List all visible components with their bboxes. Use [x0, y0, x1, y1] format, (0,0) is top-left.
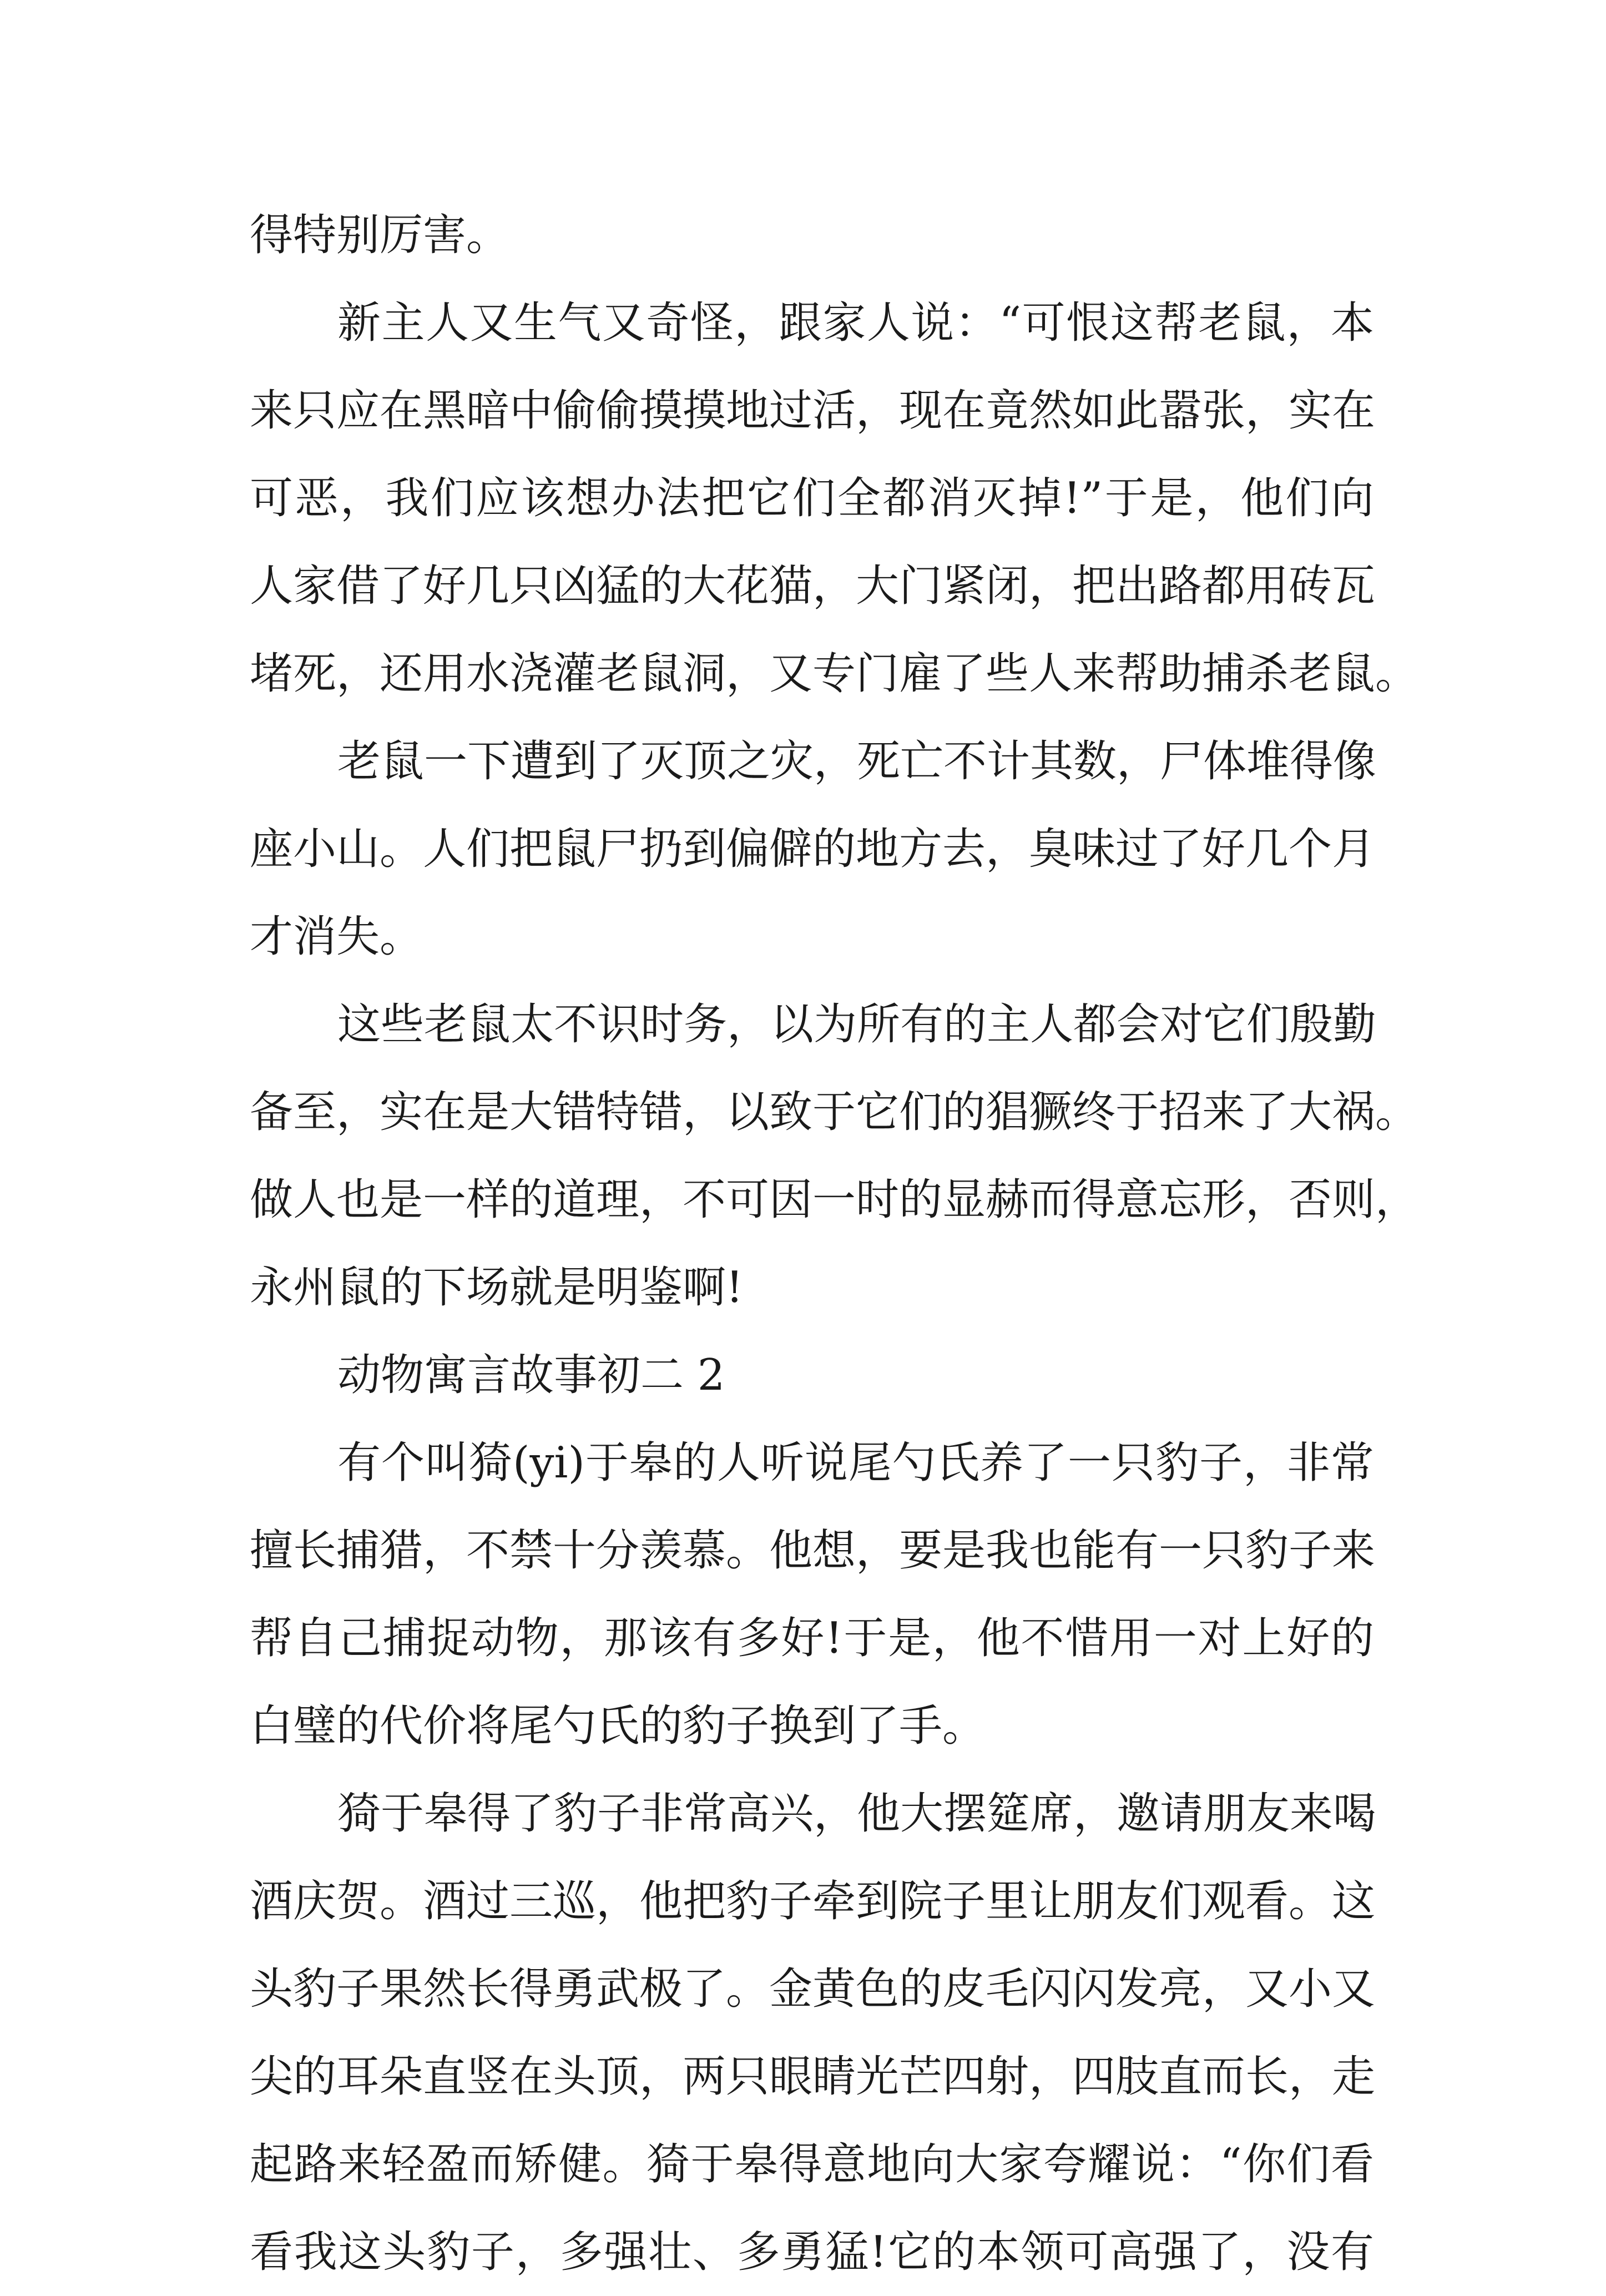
- text-line: 起路来轻盈而矫健。猗于皋得意地向大家夸耀说：“你们看: [250, 2139, 1374, 2189]
- text-line: 永州鼠的下场就是明鉴啊!: [250, 1263, 744, 1313]
- text-line: 来只应在黑暗中偷偷摸摸地过活，现在竟然如此嚣张，实在: [250, 386, 1376, 436]
- paragraph: [250, 718, 1377, 981]
- text-line: 帮自己捕捉动物，那该有多好!于是，他不惜用一对上好的: [250, 1613, 1374, 1663]
- text-line: 白璧的代价将尾勺氏的豹子换到了手。: [250, 1701, 986, 1751]
- text-line: 酒庆贺。酒过三巡，他把豹子牵到院子里让朋友们观看。这: [250, 1876, 1376, 1926]
- text-line: 做人也是一样的道理，不可因一时的显赫而得意忘形，否则，: [250, 1175, 1419, 1225]
- text-line: 这些老鼠太不识时务，以为所有的主人都会对它们殷勤: [337, 1000, 1377, 1049]
- paragraph: [250, 191, 1374, 279]
- paragraph: [250, 981, 1419, 1331]
- text-line: 座小山。人们把鼠尸扔到偏僻的地方去，臭味过了好几个月: [250, 824, 1376, 874]
- text-line: 得特别厉害。: [250, 210, 510, 260]
- text-line: 猗于皋得了豹子非常高兴，他大摆筵席，邀请朋友来喝: [337, 1789, 1377, 1839]
- paragraph: [250, 1770, 1377, 2296]
- text-line: 有个叫猗(yi)于皋的人听说尾勺氏养了一只豹子，非常: [337, 1438, 1374, 1488]
- text-line: 人家借了好几只凶猛的大花猫，大门紧闭，把出路都用砖瓦: [250, 561, 1376, 611]
- text-line: 头豹子果然长得勇武极了。金黄色的皮毛闪闪发亮，又小又: [250, 1964, 1376, 2014]
- paragraph: [250, 1419, 1374, 1770]
- document-page: [250, 191, 1419, 2296]
- text-line: 老鼠一下遭到了灭顶之灾，死亡不计其数，尸体堆得像: [337, 736, 1377, 786]
- section-heading: [250, 1331, 1374, 1419]
- text-line: 才消失。: [250, 912, 423, 962]
- text-line: 堵死，还用水浇灌老鼠洞，又专门雇了些人来帮助捕杀老鼠。: [250, 649, 1419, 699]
- text-line: 可恶，我们应该想办法把它们全都消灭掉!”于是，他们向: [250, 473, 1374, 523]
- text-line: 看我这头豹子，多强壮、多勇猛!它的本领可高强了，没有: [250, 2227, 1374, 2277]
- text-line: 新主人又生气又奇怪，跟家人说：“可恨这帮老鼠，本: [337, 298, 1374, 348]
- text-line: 备至，实在是大错特错，以致于它们的猖獗终于招来了大祸。: [250, 1087, 1419, 1137]
- paragraph: [250, 279, 1419, 718]
- text-line: 擅长捕猎，不禁十分羡慕。他想，要是我也能有一只豹子来: [250, 1526, 1376, 1576]
- text-line: 动物寓言故事初二 2: [337, 1350, 725, 1400]
- text-line: 尖的耳朵直竖在头顶，两只眼睛光芒四射，四肢直而长，走: [250, 2052, 1376, 2102]
